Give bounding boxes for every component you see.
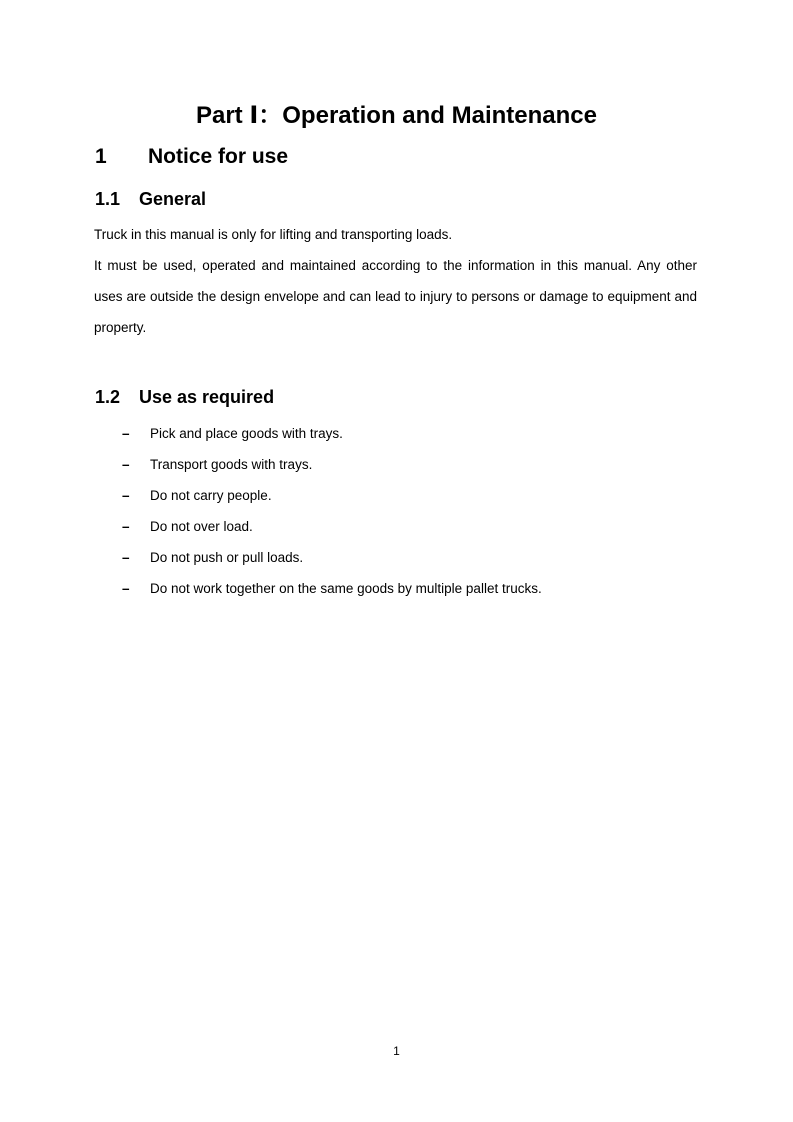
section-1-1-body (94, 219, 697, 343)
bullet-dash-icon: – (122, 488, 130, 503)
section-1-2-heading (95, 385, 274, 409)
page-title: Part Ⅰ：Operation and Maintenance (195, 102, 597, 129)
page-number: 1 (393, 1044, 400, 1058)
section-1-1-number: 1.1 (95, 189, 121, 209)
section-1-1-title: General (139, 189, 207, 209)
section-1-title: Notice for use (148, 145, 289, 168)
bullet-dash-icon: – (122, 457, 130, 472)
list-item (122, 573, 542, 604)
list-item-text: Pick and place goods with trays. (150, 426, 343, 441)
section-1-2-title: Use as required (139, 387, 275, 407)
list-item-text: Transport goods with trays. (150, 457, 313, 472)
use-as-required-list (122, 418, 542, 604)
list-item (122, 511, 542, 542)
list-item (122, 480, 542, 511)
list-item-text: Do not over load. (150, 519, 253, 534)
bullet-dash-icon: – (122, 550, 130, 565)
bullet-dash-icon: – (122, 519, 130, 534)
list-item-text: Do not work together on the same goods by multiple pallet trucks. (150, 581, 542, 596)
general-paragraph-2: It must be used, operated and maintained according to the information in this manual. Any other uses are outside the design envelope and can lead to injury to persons or damage to equipment and property. (94, 258, 697, 335)
section-1-number: 1 (95, 145, 107, 168)
list-item (122, 418, 542, 449)
section-1-1-heading (95, 187, 206, 211)
list-item-text: Do not carry people. (150, 488, 272, 503)
section-1-heading (95, 143, 288, 171)
list-item-text: Do not push or pull loads. (150, 550, 304, 565)
general-paragraph-1: Truck in this manual is only for lifting and transporting loads. (94, 227, 453, 242)
section-1-2-number: 1.2 (95, 387, 121, 407)
list-item (122, 449, 542, 480)
list-item (122, 542, 542, 573)
bullet-dash-icon: – (122, 581, 130, 596)
bullet-dash-icon: – (122, 426, 130, 441)
